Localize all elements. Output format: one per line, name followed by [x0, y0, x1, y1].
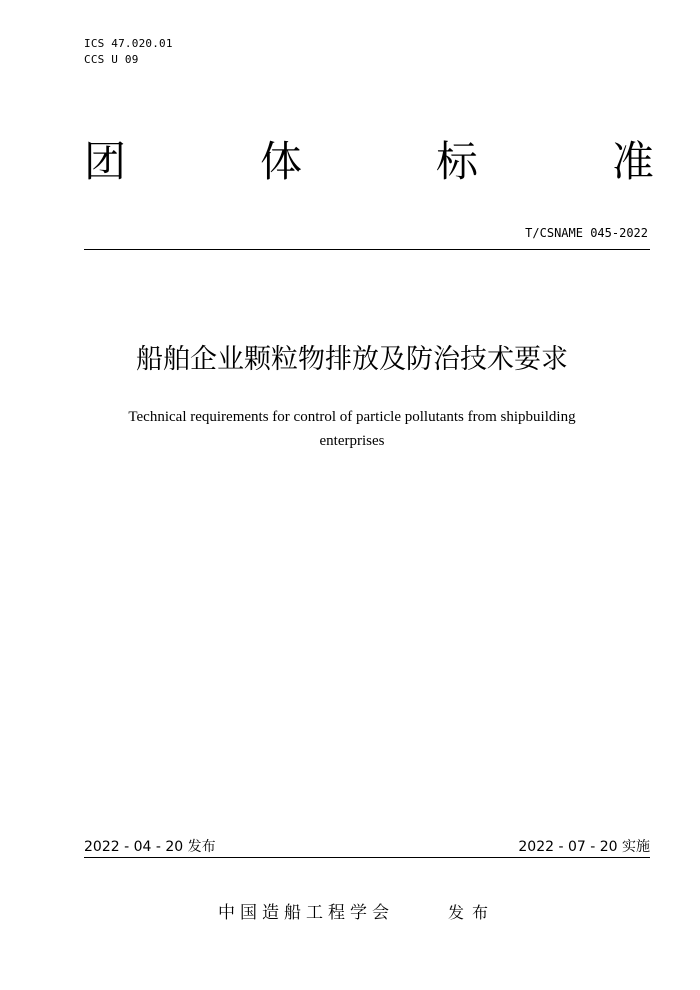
ics-code: ICS 47.020.01	[84, 37, 173, 50]
classification-codes	[84, 36, 173, 68]
header-divider	[84, 249, 650, 250]
standard-type-char: 团	[84, 137, 127, 186]
footer-divider	[84, 857, 650, 858]
standard-type-heading	[84, 134, 654, 194]
standard-type-char: 标	[436, 137, 479, 186]
chinese-title-text: 船舶企业颗粒物排放及防治技术要求	[136, 344, 568, 375]
issuing-organization: 中国造船工程学会	[218, 903, 394, 923]
ccs-code: CCS U 09	[84, 53, 139, 66]
date-row	[84, 836, 650, 858]
english-title: Technical requirements for control of particle pollutants from shipbuilding enterprises	[128, 409, 576, 449]
chinese-title	[0, 340, 700, 380]
implement-date: 2022 - 07 - 20 实施	[518, 839, 650, 855]
standard-number: T/CSNAME 045-2022	[525, 226, 648, 240]
standard-type-char: 准	[612, 137, 655, 186]
publish-date: 2022 - 04 - 20 发布	[84, 839, 216, 855]
standard-type-char: 体	[260, 137, 303, 186]
issue-action: 发布	[448, 903, 497, 922]
